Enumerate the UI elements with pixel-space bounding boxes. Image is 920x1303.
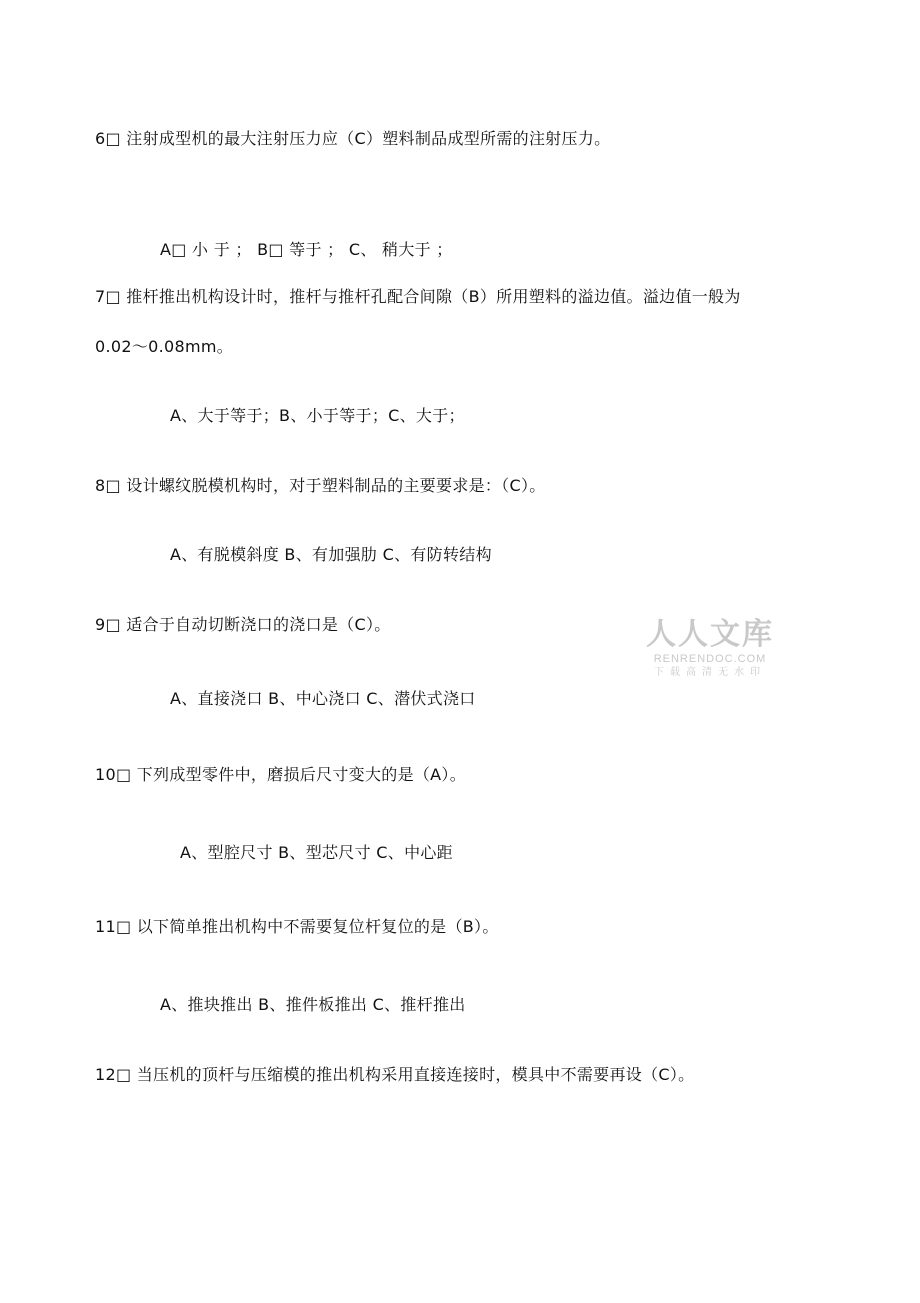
watermark-domain: RENRENDOC.COM bbox=[653, 653, 767, 665]
watermark-subtitle: 下载高清无水印 bbox=[654, 667, 766, 678]
question-11-stem: 11□ 以下简单推出机构中不需要复位杆复位的是（B）。 bbox=[95, 917, 499, 936]
question-12-stem: 12□ 当压机的顶杆与压缩模的推出机构采用直接连接时，模具中不需要再设（C）。 bbox=[95, 1065, 695, 1084]
question-7-options: A、大于等于；B、小于等于；C、大于； bbox=[170, 406, 465, 425]
watermark bbox=[640, 618, 780, 679]
question-8-stem: 8□ 设计螺纹脱模机构时，对于塑料制品的主要要求是：（C）。 bbox=[95, 476, 546, 495]
question-6-stem: 6□ 注射成型机的最大注射压力应（C）塑料制品成型所需的注射压力。 bbox=[95, 129, 611, 148]
question-9-options: A、直接浇口 B、中心浇口 C、潜伏式浇口 bbox=[170, 689, 476, 708]
question-10-stem: 10□ 下列成型零件中，磨损后尺寸变大的是（A）。 bbox=[95, 765, 467, 784]
question-8-options: A、有脱模斜度 B、有加强肋 C、有防转结构 bbox=[170, 545, 492, 564]
question-9-stem: 9□ 适合于自动切断浇口的浇口是（C）。 bbox=[95, 615, 391, 634]
question-11-options: A、推块推出 B、推件板推出 C、推杆推出 bbox=[160, 995, 466, 1014]
watermark-title: 人人文库 bbox=[646, 617, 774, 652]
question-7-stem: 7□ 推杆推出机构设计时，推杆与推杆孔配合间隙（B）所用塑料的溢边值。溢边值一般为 bbox=[95, 287, 741, 306]
question-7-stem-continued: 0.02〜0.08mm。 bbox=[95, 337, 234, 356]
question-10-options: A、型腔尺寸 B、型芯尺寸 C、中心距 bbox=[180, 843, 453, 862]
question-6-options: A□ 小 于 ； B□ 等于 ； C、 稍大于 ； bbox=[160, 240, 453, 259]
